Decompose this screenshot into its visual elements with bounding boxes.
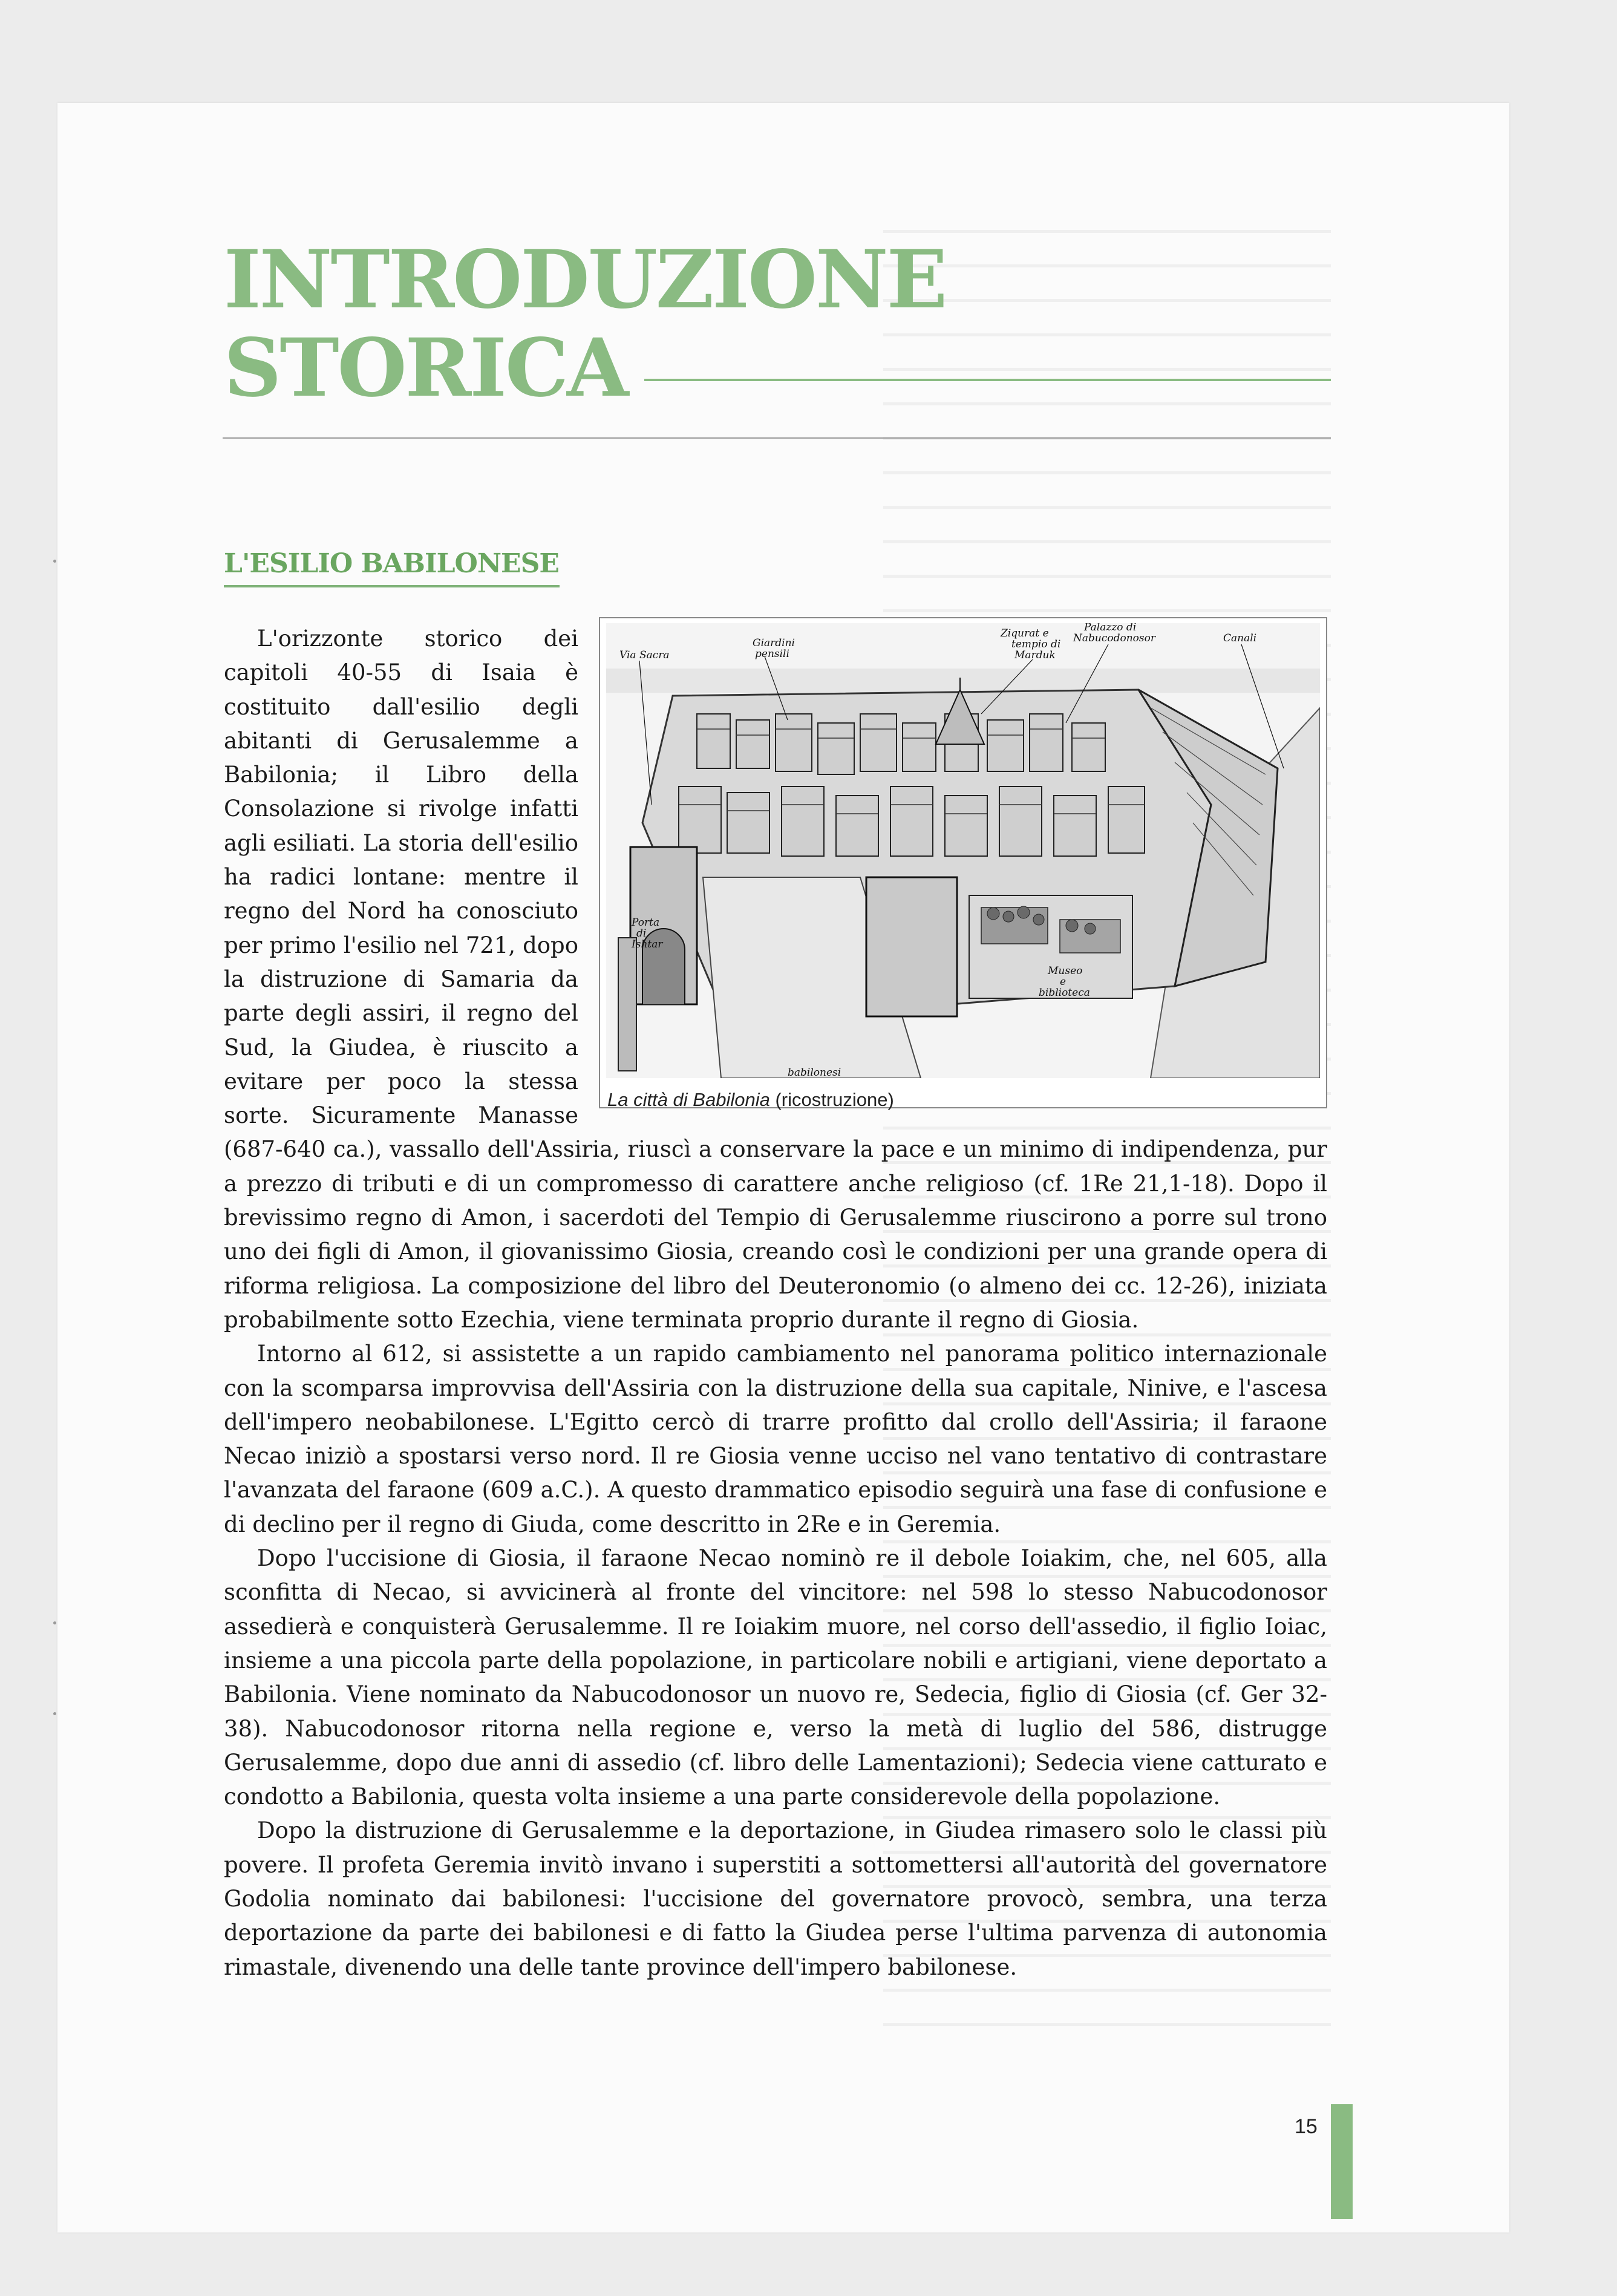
paragraph: L'orizzonte storico dei capitoli 40-55 di Isaia è costituito dall'esilio degli abitanti di Gerusalemme a Babilonia; il Libro della Consolazione si rivolge infatti agli esiliati. La storia dell'esilio ha radici lontane: mentre il regno del Nord ha conosciuto per primo l'esilio nel 721, dopo la distruzione di Samaria da parte degli assiri, il regno del Sud, la Giudea, è riuscito a evitare per poco la stessa sorte. Sicuramente Manasse (687-640 ca.), vassallo dell'Assiria, riuscì a conservare la pace e un minimo di indipendenza, pur a prezzo di tributi e di un compromesso di carattere anche religioso (cf. 1Re 21,1-18). Dopo il brevissimo regno di Amon, i sacerdoti del Tempio di Gerusalemme riuscirono a porre sul trono uno dei figli di Amon, il giovanissimo Giosia, creando così le condizioni per una grande opera di riforma religiosa. La composizione del libro del Deuteronomio (o almeno dei cc. 12-26), iniziata probabilmente sotto Ezechia, viene terminata proprio durante il regno di Giosia. <box>224 626 1327 1333</box>
chapter-title <box>224 233 946 415</box>
page-number-bar <box>1331 2104 1353 2219</box>
label-pensili: pensili <box>755 648 789 660</box>
header-rule <box>223 437 1331 439</box>
paragraph: Dopo l'uccisione di Giosia, il faraone Necao nominò re il debole Ioiakim, che, nel 605, alla sconfitta di Necao, si avvicinerà al fronte del vincitore: nel 598 lo stesso Nabucodonosor assedierà e conquisterà Gerusalemme. Il re Ioiakim muore, nel corso dell'assedio, il figlio Ioiac, insieme a una piccola parte della popolazione, in particolare nobili e artigiani, viene deportato a Babilonia. Viene nominato da Nabucodonosor un nuovo re, Sedecia, figlio di Giosia (cf. Ger 32-38). Nabucodonosor ritorna nella regione e, verso la metà di luglio del 586, distrugge Gerusalemme, dopo due anni di assedio (cf. libro delle Lamentazioni); Sedecia viene catturato e condotto a Babilonia, questa volta insieme a una parte considerevole della popolazione. <box>224 1545 1327 1810</box>
label-via-sacra: Via Sacra <box>619 649 670 661</box>
label-giardini: Giardini <box>753 637 795 649</box>
label-canali: Canali <box>1223 632 1257 644</box>
label-ishtar: Ishtar <box>632 938 663 950</box>
figure-caption <box>607 1083 894 1117</box>
label-e: e <box>1060 976 1067 988</box>
binding-hole <box>53 560 56 563</box>
page-number: 15 <box>1295 2115 1318 2138</box>
label-ziqqurat: Ziqurat e <box>1001 627 1049 639</box>
binding-hole <box>53 1712 56 1715</box>
label-museo: Museo <box>1048 965 1083 977</box>
chapter-title-line2: STORICA <box>224 321 627 415</box>
label-porta: Porta <box>632 917 660 929</box>
babylon-illustration <box>606 623 1320 1078</box>
section-heading: L'ESILIO BABILONESE <box>224 548 559 579</box>
label-di: di <box>636 927 647 940</box>
label-marduk: Marduk <box>1014 649 1056 661</box>
label-nabucodonosor: Nabucodonosor <box>1073 632 1155 644</box>
label-babilonesi: babilonesi <box>788 1067 841 1078</box>
body-text <box>224 622 1327 1984</box>
chapter-title-line1: INTRODUZIONE <box>224 233 946 327</box>
figure-caption-note: (ricostruzione) <box>769 1089 894 1110</box>
binding-hole <box>53 1621 56 1624</box>
babylon-figure <box>599 617 1327 1108</box>
paragraph: Intorno al 612, si assistette a un rapido cambiamento nel panorama politico internazionale con la scomparsa improvvisa dell'Assiria con la distruzione della sua capitale, Ninive, e l'ascesa dell'impero neobabilonese. L'Egitto cercò di trarre profitto dal crollo dell'Assiria; il faraone Necao iniziò a spostarsi verso nord. Il re Giosia venne ucciso nel vano tentativo di contrastare l'avanzata del faraone (609 a.C.). A questo drammatico episodio seguirà una fase di confusione e di declino per il regno di Giuda, come descritto in 2Re e in Geremia. <box>224 1341 1327 1537</box>
label-palazzo: Palazzo di <box>1084 623 1137 633</box>
label-biblioteca: biblioteca <box>1039 987 1090 999</box>
paragraph: Dopo la distruzione di Gerusalemme e la deportazione, in Giudea rimasero solo le classi più povere. Il profeta Geremia invitò invano i superstiti a sottomettersi all'autorità del governatore Godolia nominato dai babilonesi: l'uccisione del governatore provocò, sembra, una terza deportazione da parte dei babilonesi e di fatto la Giudea perse l'ultima parvenza di autonomia rimastale, divenendo una delle tante province dell'impero babilonese. <box>224 1817 1327 1980</box>
figure-caption-title: La città di Babilonia <box>607 1089 770 1110</box>
label-tempio: tempio di <box>1011 638 1061 650</box>
title-underline <box>644 379 1331 381</box>
section-underline <box>224 585 560 587</box>
